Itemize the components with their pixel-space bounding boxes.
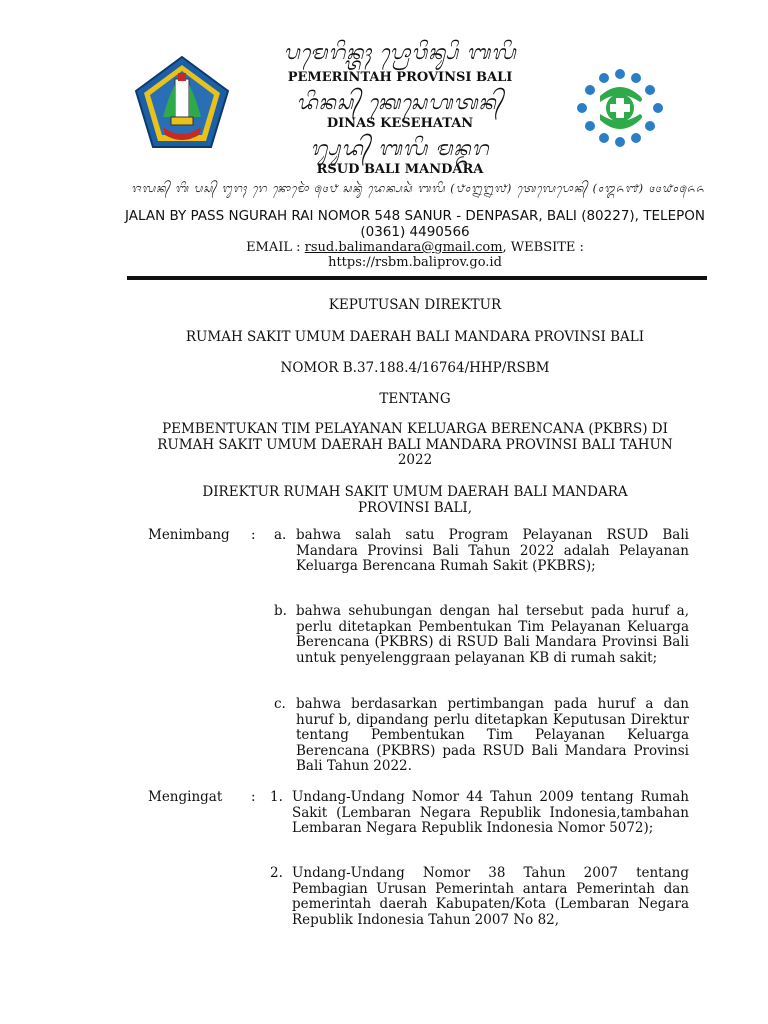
bali-province-emblem (133, 55, 231, 151)
menimbang-marker-a: a. (274, 527, 287, 543)
hospital-title: RUMAH SAKIT UMUM DAERAH BALI MANDARA PROVINSI BALI (185, 329, 645, 345)
menimbang-item-b: bahwa sehubungan dengan hal tersebut pada huruf a, perlu ditetapkan Pembentukan Tim Pelayanan Keluarga Berencana (PKBRS) di RSUD Bali Mandara Provinsi Bali untuk penyelenggraan pelayanan KB di rumah sakit; (296, 603, 689, 666)
department-name: DINAS KESEHATAN (326, 116, 474, 131)
balinese-script-line-2: ᬤᬶᬦᬲ᭄ ᬓᬾᬲᬾᬳᬢᬦ᭄ (296, 90, 504, 114)
email-label: EMAIL : (246, 240, 305, 255)
balinese-script-line-3: ᬭ᭄ᬲᬸᬤ᭄ ᬩᬮᬶ ᬫᬦ᭄ᬤᬭ (310, 136, 490, 160)
decree-number: NOMOR B.37.188.4/16764/HHP/RSBM (280, 360, 550, 376)
menimbang-item-c: bahwa berdasarkan pertimbangan pada huruf a dan huruf b, dipandang perlu ditetapkan Keputusan Direktur tentang Pembentukan Tim Pelayanan Keluarga Berencana (PKBRS) pada RSUD Bali Mandara Provinsi Bali Tahun 2022. (296, 696, 689, 774)
decree-title: KEPUTUSAN DIREKTUR (328, 297, 502, 313)
email-link[interactable]: rsud.balimandara@gmail.com (304, 240, 503, 255)
mengingat-marker-2: 2. (270, 865, 283, 881)
letterhead-divider (127, 276, 707, 280)
phone-line: (0361) 4490566 (360, 224, 470, 240)
menimbang-item-a: bahwa salah satu Program Pelayanan RSUD Bali Mandara Provinsi Bali Tahun 2022 adalah Pelayanan Keluarga Berencana Rumah Sakit (PKBRS); (296, 527, 689, 574)
website-label: , WEBSITE : (502, 240, 584, 255)
balinese-script-address: ᬚᬮᬦ᭄ ᬩᬶ ᬧᬲ᭄ ᬗᬸᬭᬄ ᬭᬾ ᬦᭀᬫᭀᬃ ᭕᭔᭘ ᬲᬦᬸᬃ ᬤᬾᬦ᭄ᬧᬲᬃ ᬩᬮᬶ (᭘᭐᭒᭒᭗) ᬢᬾᬮᬾᬧᭀᬦ᭄ (᭐᭓᭖᭑) ᭔᭔᭙᭐᭕᭖᭖ (131, 182, 705, 195)
subject-line-2: RUMAH SAKIT UMUM DAERAH BALI MANDARA PROVINSI BALI TAHUN (157, 436, 673, 453)
director-heading (100, 485, 730, 516)
health-department-logo (574, 68, 666, 148)
balinese-script-line-1: ᬧᬫᬾᬭᬶᬦ᭄ᬢᬄ ᬧ᭄ᬭᭀᬯᬶᬦ᭄ᬲᬶ ᬩᬮᬶ (283, 40, 517, 64)
address-line: JALAN BY PASS NGURAH RAI NOMOR 548 SANUR - DENPASAR, BALI (80227), TELEPON (125, 208, 705, 224)
mengingat-item-2: Undang-Undang Nomor 38 Tahun 2007 tentang Pembagian Urusan Pemerintah antara Pemerintah dan pemerintah daerah Kabupaten/Kota (Lembaran Negara Republik Indonesia Tahun 2007 No 82, (292, 865, 689, 928)
mengingat-item-1: Undang-Undang Nomor 44 Tahun 2009 tentang Rumah Sakit (Lembaran Negara Republik Indonesia,tambahan Lembaran Negara Republik Indonesia Nomor 5072); (292, 789, 689, 836)
menimbang-colon: : (251, 527, 256, 543)
menimbang-marker-b: b. (274, 603, 287, 619)
mengingat-label: Mengingat (148, 789, 223, 805)
website-text: https://rsbm.baliprov.go.id (328, 255, 502, 270)
menimbang-label: Menimbang (148, 527, 230, 543)
director-line-2: PROVINSI BALI, (357, 499, 473, 516)
mengingat-colon: : (251, 789, 256, 805)
director-line-1: DIREKTUR RUMAH SAKIT UMUM DAERAH BALI MANDARA (202, 484, 628, 500)
hospital-name: RSUD BALI MANDARA (316, 162, 484, 177)
menimbang-marker-c: c. (274, 696, 286, 712)
about-label: TENTANG (379, 391, 451, 407)
subject-line-1: PEMBENTUKAN TIM PELAYANAN KELUARGA BERENCANA (PKBRS) DI (162, 421, 668, 437)
government-name: PEMERINTAH PROVINSI BALI (287, 70, 513, 85)
subject-line-3: 2022 (397, 452, 433, 468)
mengingat-marker-1: 1. (270, 789, 283, 805)
subject (100, 422, 730, 469)
contact-line (70, 240, 760, 255)
